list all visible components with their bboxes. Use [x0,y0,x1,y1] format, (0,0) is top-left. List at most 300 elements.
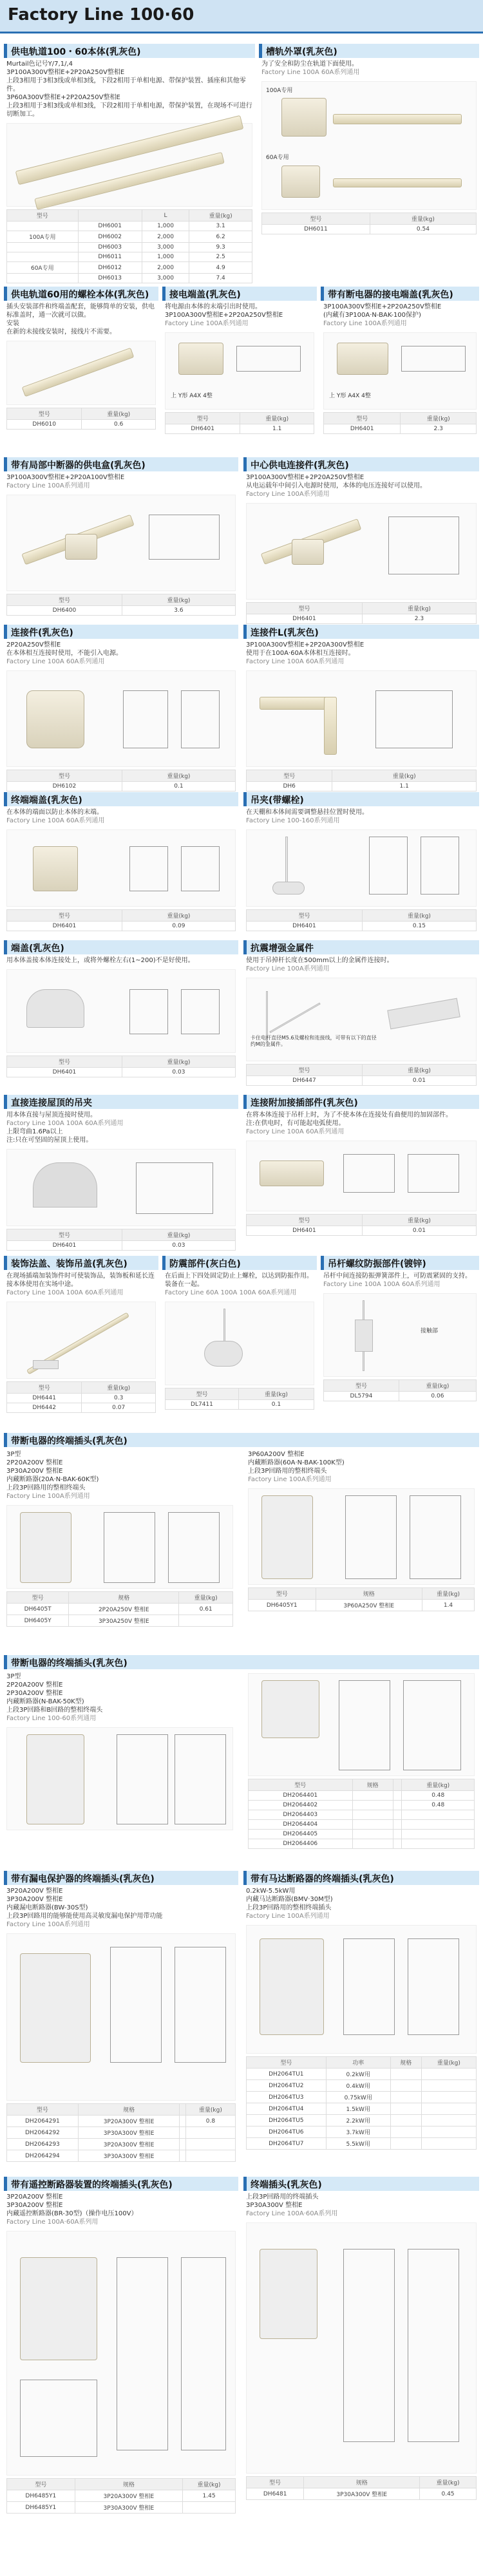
table-cell: DH6002 [78,231,142,243]
section-motor-breaker-plug [243,1871,479,2167]
section-title: 中心供电连接件(乳灰色) [243,457,479,471]
description-line: 内藏遥控断路器(BR-30型)（操作电压100V） [6,2210,138,2217]
spec-table-grid [6,594,236,616]
table-cell: 2.3 [401,424,477,434]
table-row [7,2150,236,2162]
product-image [165,1302,314,1385]
product-image [246,978,477,1061]
table-cell: 1.4 [422,1600,474,1611]
table-cell [185,2127,235,2139]
description-line: Factory Line 100A 100A 60A系列通用 [6,1289,124,1296]
table-cell: DH6442 [7,1403,82,1413]
table-cell [390,2126,421,2138]
product-image [246,2222,477,2474]
table-cell: 3,000 [142,274,189,283]
description-line: 从电运载年中间引入电源时使用，本体的电压连接好可以使用。 [246,482,426,489]
spec-table [165,412,314,434]
table-row [7,231,252,243]
table-cell [7,274,79,283]
table-cell [421,2115,476,2126]
description-line: 在天棚和本体间需要调整悬挂位置时使用。 [246,809,368,816]
description-line: 在现场插端加装饰件时可使装饰品，装饰板和延长连接本体使用在实场中途。 [6,1273,155,1288]
table-cell: DH2064TU3 [247,2092,327,2103]
section-title: 连接附加接插部件(乳灰色) [243,1095,479,1109]
table-header-row [7,408,156,420]
table-row [7,1068,236,1077]
table-cell: DH6401 [166,424,240,434]
description-line: Factory Line 100A系列通用 [165,320,249,327]
table-cell: 3.1 [189,222,252,231]
section-description [321,1270,479,1291]
table-cell: 3P60A250V 整相E [316,1600,422,1611]
section-title: 供电轨道100・60本体(乳灰色) [4,44,255,58]
table-cell: DH6401 [7,922,122,931]
table-header-cell: 型号 [7,1382,82,1394]
section-center-feed-joint [243,457,479,622]
section-title: 带断电器的终端插头(乳灰色) [4,1433,479,1447]
table-header-row [7,210,252,222]
description-line: Factory Line 100A 60A系列通用 [246,658,345,665]
table-row [7,922,236,931]
table-cell: DH2064405 [249,1830,353,1839]
product-image [6,829,236,907]
table-cell [393,1801,402,1810]
section-breaker-plug [4,1433,479,1645]
table-row [324,1392,477,1401]
spec-table [246,602,477,624]
table-cell: DL7411 [166,1400,239,1410]
spec-table-grid [246,2056,477,2150]
table-header-row [7,1382,156,1394]
table-cell: 0.03 [122,1241,235,1251]
description-line: 内藏马达断路器(BMV·30M型) [246,1896,333,1903]
spec-table [6,909,236,931]
section-description [4,1109,238,1146]
table-cell: DH2064406 [249,1839,353,1849]
table-cell: 1.45 [183,2490,236,2502]
table-cell: 3.6 [122,606,235,616]
table-row [247,1226,477,1236]
description-line: Factory Line 100-160系列通用 [246,817,340,824]
table-row [7,262,252,274]
table-cell [393,1791,402,1801]
description-line: 上段3P回路用的整相终端头 [248,1468,327,1475]
product-image [6,1149,236,1226]
table-header-cell: 重量(kg) [362,1215,476,1226]
section-description [243,1109,479,1138]
section-title: 吊杆螺纹防振部件(镀锌) [321,1256,479,1270]
table-cell: DH6405T [7,1604,69,1615]
description-line: 在本体的端面以防止本体的末端。 [6,809,103,816]
table-row [247,2092,477,2103]
table-header-row [7,1056,236,1068]
dimension-note: 上 Y形 A4X 4整 [171,393,213,399]
spec-table-grid [246,602,477,624]
table-cell: 6.2 [189,231,252,243]
table-cell: 0.48 [402,1791,475,1801]
description-line: 内藏漏电断路器(BW-30S型) [6,1904,88,1911]
section-joint [4,625,238,790]
description-line: Factory Line 100A系列通用 [246,1913,330,1920]
section-rail-cover [259,44,479,237]
description-line: Factory Line 100A·60A系列用 [6,2219,99,2226]
table-header-cell: 重量(kg) [122,910,235,922]
table-cell: DH6011 [262,225,370,234]
section-description [259,58,479,79]
spec-table [261,213,477,234]
table-header-row [247,2057,477,2069]
table-header-cell: 型号 [7,2479,75,2490]
table-cell [390,2115,421,2126]
table-row [7,243,252,252]
table-cell: 2.3 [362,614,476,624]
section-description [4,1671,236,1725]
table-header-cell: 重量(kg) [370,213,476,225]
table-cell [352,1830,393,1839]
table-cell [352,1839,393,1849]
product-image [246,670,477,767]
section-description [243,639,479,668]
table-cell [7,252,79,262]
product-image [6,1727,233,1830]
section-description [4,1885,238,1931]
table-cell: DH2064293 [7,2139,79,2150]
spec-table [248,1779,475,1849]
table-header-row [7,2479,236,2490]
table-cell: DH6401 [7,1241,122,1251]
table-cell: DH6012 [78,262,142,274]
column-right [245,1671,477,1857]
table-cell: DH6401 [247,922,363,931]
table-row [247,922,477,931]
spec-table [6,2478,236,2514]
table-cell: 0.15 [362,922,476,931]
section-leakage-plug [4,1871,238,2167]
section-title: 终端插头(乳灰色) [243,2177,479,2191]
column-left [4,1448,236,1642]
table-cell: 0.01 [362,1076,476,1086]
table-cell: 0.09 [122,922,235,931]
table-cell: 0.4kW用 [326,2080,390,2092]
description-line: 在将本体连接于吊杆上时，为了不使本体在连接处有曲便用的加固部件。 [246,1112,452,1119]
table-cell [390,2080,421,2092]
product-image [246,503,477,600]
section-description [4,806,238,827]
table-cell [402,1839,475,1849]
table-cell: 60A专用 [7,262,79,274]
table-cell: DH2064TU4 [247,2103,327,2115]
table-cell: DH2064TU1 [247,2069,327,2080]
description-line: 上段3P回路用的终端插头 [246,2193,319,2201]
table-header-cell: 型号 [7,1592,69,1604]
table-header-cell: 规格 [304,2477,420,2488]
spec-table-grid [6,1056,236,1077]
spec-table-grid [6,2103,236,2162]
table-header-cell: 型号 [247,770,332,782]
table-header-cell: 重量(kg) [420,2477,477,2488]
description-line: 3P100A300V整相E+2P20A100V整相E [6,474,125,481]
spec-table-grid [6,909,236,931]
section-anti-vibration [162,1256,317,1423]
table-cell [390,2069,421,2080]
table-header-cell: 型号 [249,1588,316,1600]
table-cell: 1,000 [142,252,189,262]
table-header-row [7,2104,236,2116]
table-row [249,1830,475,1839]
spec-table [246,2056,477,2150]
description-line: 3P100A300V整相E+2P20A300V整相E [246,641,365,649]
description-line: 用本体盖接本体连接处上，或将外螺栓左右(1~200)不是好使用。 [6,957,194,964]
table-header-cell: 重量(kg) [122,594,235,606]
table-cell: DH2064404 [249,1820,353,1830]
spec-table [6,1591,233,1627]
table-row [7,606,236,616]
table-cell: 3P20A300V 整相E [78,2139,180,2150]
section-rod-damper [321,1256,479,1423]
table-header-cell: 型号 [7,210,79,222]
table-cell: DH6447 [247,1076,363,1086]
section-feed-end-cap [162,287,317,448]
table-cell: DH6011 [78,252,142,262]
spec-table [6,1229,236,1251]
table-row [247,2103,477,2115]
description-line: 0.2kW-5.5kW用 [246,1888,296,1895]
section-description-2 [245,1448,477,1486]
spec-table-grid [323,1379,477,1401]
table-header-cell: 重量(kg) [362,603,476,614]
section-description [243,954,479,975]
table-header-cell: 型号 [7,1056,122,1068]
table-row [247,614,477,624]
table-header-row [166,413,314,424]
description-line: 上段3P回路用的能够能使用高灵敏度漏电保护用带功能 [6,1913,163,1920]
table-cell: DH2064TU7 [247,2138,327,2150]
description-line: 注:在供电时，有可能起电弧使用。 [246,1120,345,1127]
spec-table-grid [6,1381,156,1413]
spec-table-grid [246,1214,477,1236]
table-cell: 0.6 [82,420,156,430]
spec-table [323,1379,477,1401]
table-header-row [7,1229,236,1241]
section-title: 吊夹(带螺栓) [243,792,479,806]
table-cell: DH2064TU2 [247,2080,327,2092]
table-row [249,1801,475,1810]
table-row [7,782,236,791]
description-line: 3P60A200V 整相E [248,1451,305,1458]
spec-table [6,1056,236,1077]
description-line: 3P30A200V 整相E [6,2202,63,2209]
spec-table-grid [246,2476,477,2500]
table-cell: DH6405Y [7,1615,69,1627]
table-cell: 3P30A300V 整相E [304,2488,420,2500]
description-line: 2P20A200V 整相E [6,1681,63,1689]
section-description [243,806,479,827]
table-row [247,2126,477,2138]
spec-table [6,1381,156,1413]
description-line: 3P20A200V 整相E [6,1888,63,1895]
description-line: Factory Line 100A系列通用 [6,1921,90,1928]
section-breaker-plug-3p [4,1655,479,1861]
description-line: 3P100A300V整相E+2P20A250V整相E [165,312,283,319]
section-title: 防震部件(灰白色) [162,1256,317,1270]
table-cell: 5.5kW用 [326,2138,390,2150]
description-line: 使用于吊掉杆长度在500mm以上的金属件连接时。 [246,957,393,964]
table-header-row [247,910,477,922]
spec-table [246,770,477,791]
description-line: 上段3相用于3相3线或单相3线，下段2相用于单相电源、带保护装置、插座和其他零件。 [6,77,246,93]
table-header-row [7,910,236,922]
description-line: 将电源由本体的末端引出时使用。 [165,303,261,310]
table-cell: 0.2kW用 [326,2069,390,2080]
description-line: 3P100A300V整相E+2P20A250V整相E [246,474,365,481]
table-row [247,2488,477,2500]
description-line: Factory Line 100A 100A 60A系列通用 [6,1120,124,1127]
description-line: Factory Line 100A系列通用 [246,491,330,498]
spec-table-grid [6,1229,236,1251]
table-header-cell: 规格 [316,1588,422,1600]
table-cell [421,2069,476,2080]
description-line: Factory Line 100A系列通用 [248,1476,332,1483]
spec-table-grid [248,1779,475,1849]
spec-table [246,1214,477,1236]
table-cell: DH2064402 [249,1801,353,1810]
description-line: 2P30A200V 整相E [6,1690,63,1697]
column-left [4,1671,236,1857]
table-cell: 0.8 [185,2116,235,2127]
section-title: 带有断电器的接电端盖(乳灰色) [321,287,479,301]
description-line: 上段3P回路用的整相终端头 [6,1484,86,1492]
table-header-cell: 重量(kg) [122,1056,235,1068]
description-line: 装备在一起。 [165,1281,204,1288]
table-cell [352,1810,393,1820]
section-title: 带有漏电保护器的终端插头(乳灰色) [4,1871,238,1885]
section-title: 接电端盖(乳灰色) [162,287,317,301]
description-line: Factory Line 100A系列通用 [6,482,90,489]
table-cell [180,2150,185,2162]
table-cell: DH6481 [247,2488,304,2500]
table-header-cell: 型号 [166,413,240,424]
table-cell: 2,000 [142,231,189,243]
description-line: 为了安全和防尘在轨道下面使用。 [261,61,358,68]
table-cell: DH6485Y1 [7,2490,75,2502]
spec-table-grid [6,770,236,791]
table-cell: 3P30A250V 整相E [69,1615,179,1627]
table-header-row [7,1592,233,1604]
table-cell [393,1820,402,1830]
description-line: Factory Line 60A 100A 100A 60A系列通用 [165,1289,297,1296]
table-row [7,2502,236,2514]
table-cell: DH6441 [7,1394,82,1403]
table-header-cell: 重量(kg) [399,1380,476,1392]
section-description [243,1885,479,1922]
table-row [249,1600,475,1611]
section-description [162,301,317,330]
table-header-row [262,213,477,225]
product-image [248,1673,475,1776]
table-header-cell: 型号 [7,408,82,420]
description-line: 用本体直接与屋顶连接时使用。 [6,1112,97,1119]
table-header-cell [393,1779,402,1791]
section-seismic-bracket [243,940,479,1088]
table-cell: DH6013 [78,274,142,283]
description-line: 安装 [6,320,19,327]
section-end-plug [243,2177,479,2537]
section-description [4,1270,158,1299]
table-cell [402,1810,475,1820]
table-cell [390,2138,421,2150]
table-row [7,1403,156,1413]
table-cell: DH6 [247,782,332,791]
table-header-row [324,413,477,424]
table-row [7,2139,236,2150]
table-cell: 0.03 [122,1068,235,1077]
table-cell: 3,000 [142,243,189,252]
description-line: 吊杆中间连接防振弹簧部件上，可防震紧固的支持。 [323,1273,471,1280]
product-image [261,81,477,210]
section-title: 带有马达断路器的终端插头(乳灰色) [243,1871,479,1885]
table-cell: 0.45 [420,2488,477,2500]
table-header-cell: 重量(kg) [402,1779,475,1791]
product-image [6,969,236,1053]
section-end-cap [4,792,238,934]
table-row [7,2127,236,2139]
table-cell: 100A专用 [7,231,79,243]
table-cell [179,1615,233,1627]
table-cell [421,2103,476,2115]
table-header-cell: 型号 [7,594,122,606]
table-cell: DH2064TU5 [247,2115,327,2126]
section-joint-l [243,625,479,790]
table-header-cell: 重量(kg) [421,2057,476,2069]
table-cell [352,1791,393,1801]
table-cell: 0.61 [179,1604,233,1615]
table-cell: 0.48 [402,1801,475,1810]
table-header-cell: 重量(kg) [332,770,477,782]
section-breaker-feed-cap [321,287,479,448]
table-cell [421,2080,476,2092]
table-header-cell: 规格 [75,2479,182,2490]
table-cell [352,1820,393,1830]
table-cell [390,2092,421,2103]
product-image [6,123,252,207]
table-header-cell: 重量(kg) [122,1229,235,1241]
table-cell: 0.75kW用 [326,2092,390,2103]
table-header-row [166,1388,314,1400]
table-row [7,2490,236,2502]
table-header-cell: 型号 [7,1229,122,1241]
table-cell: 1,000 [142,222,189,231]
table-cell: DH6405Y1 [249,1600,316,1611]
table-header-cell: 型号 [7,910,122,922]
table-row [249,1791,475,1801]
table-cell: 0.3 [82,1394,156,1403]
table-cell: 0.06 [399,1392,476,1401]
table-row [166,424,314,434]
product-image [6,341,156,405]
section-title: 装饰法盖、装饰吊盖(乳灰色) [4,1256,158,1270]
description-line: 3P100A300V整相E+2P20A250V整相E [323,303,442,310]
table-header-cell: 重量(kg) [122,770,235,782]
description-line: 3P30A200V 整相E [6,1468,63,1475]
spec-table-grid [246,1064,477,1086]
section-feed-box [4,457,238,618]
table-row [7,1604,233,1615]
variant-label: 60A专用 [266,155,289,161]
table-cell: 1.1 [332,782,477,791]
table-header-cell: 型号 [249,1779,353,1791]
description-line: 上段3P回路用的整相终端插头 [246,1904,332,1911]
table-row [247,782,477,791]
